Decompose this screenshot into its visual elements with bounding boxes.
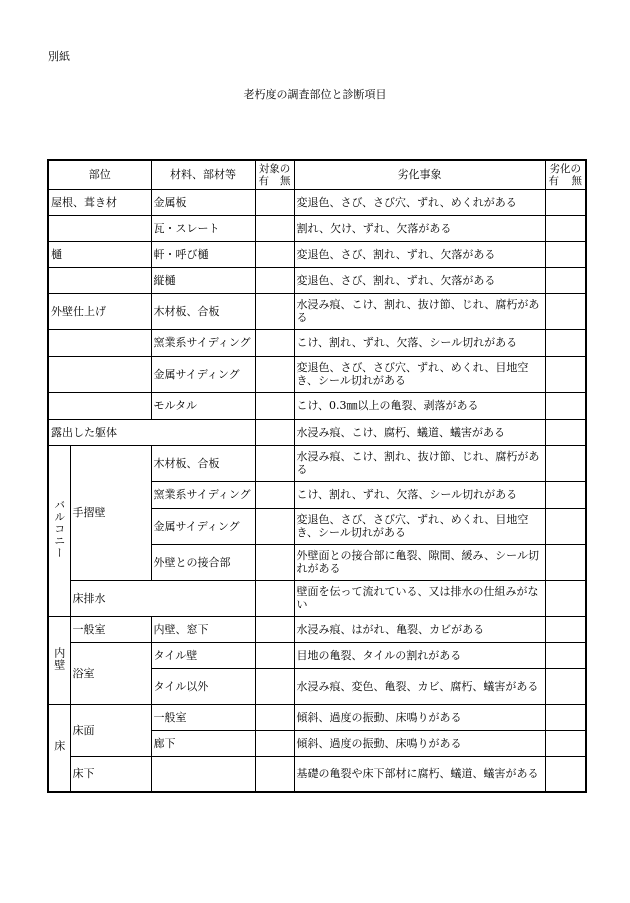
target-checkbox[interactable] [255, 356, 294, 392]
header-part: 部位 [48, 160, 151, 189]
header-target-no: 無 [280, 174, 291, 187]
part-empty [48, 356, 151, 392]
table-row [48, 215, 586, 241]
material-cell: 金属サイディング [151, 508, 255, 544]
part-empty [48, 392, 151, 419]
subpart-floor-surface: 床面 [70, 704, 151, 756]
material-cell: 廊下 [151, 730, 255, 756]
deterioration-cell: 変退色、さび、割れ、ずれ、欠落がある [294, 267, 545, 293]
degrade-checkbox[interactable] [545, 668, 586, 704]
material-cell: 金属板 [151, 189, 255, 215]
header-degrade [545, 160, 586, 189]
degrade-checkbox[interactable] [545, 580, 586, 616]
header-deterioration: 劣化事象 [294, 160, 545, 189]
deterioration-cell: こけ、割れ、ずれ、欠落、シール切れがある [294, 329, 545, 356]
header-target-yes: 有 [258, 174, 269, 187]
degrade-checkbox[interactable] [545, 445, 586, 481]
target-checkbox[interactable] [255, 616, 294, 642]
deterioration-cell: 水浸み痕、こけ、割れ、抜け節、じれ、腐朽がある [294, 293, 545, 329]
material-cell: 縦樋 [151, 267, 255, 293]
deterioration-cell: 変退色、さび、さび穴、ずれ、めくれ、目地空き、シール切れがある [294, 356, 545, 392]
part-gutter: 樋 [48, 241, 151, 267]
target-checkbox[interactable] [255, 445, 294, 481]
subpart-general-room: 一般室 [70, 616, 151, 642]
part-empty [48, 329, 151, 356]
part-empty [48, 215, 151, 241]
material-cell: タイル壁 [151, 642, 255, 668]
table-row [48, 445, 586, 481]
target-checkbox[interactable] [255, 215, 294, 241]
table-row [48, 356, 586, 392]
degrade-checkbox[interactable] [545, 241, 586, 267]
part-empty [48, 267, 151, 293]
target-checkbox[interactable] [255, 241, 294, 267]
survey-table [47, 159, 587, 793]
material-cell: タイル以外 [151, 668, 255, 704]
target-checkbox[interactable] [255, 189, 294, 215]
deterioration-cell: 基礎の亀裂や床下部材に腐朽、蟻道、蟻害がある [294, 756, 545, 792]
table-row [48, 241, 586, 267]
target-checkbox[interactable] [255, 730, 294, 756]
material-cell: 外壁との接合部 [151, 544, 255, 580]
header-material: 材料、部材等 [151, 160, 255, 189]
table-row [48, 756, 586, 792]
target-checkbox[interactable] [255, 392, 294, 419]
subpart-underfloor: 床下 [70, 756, 151, 792]
table-row [48, 704, 586, 730]
target-checkbox[interactable] [255, 419, 294, 445]
deterioration-cell: 水浸み痕、変色、亀裂、カビ、腐朽、蟻害がある [294, 668, 545, 704]
deterioration-cell: こけ、0.3㎜以上の亀裂、剥落がある [294, 392, 545, 419]
deterioration-cell: 傾斜、過度の振動、床鳴りがある [294, 730, 545, 756]
degrade-checkbox[interactable] [545, 392, 586, 419]
material-cell: モルタル [151, 392, 255, 419]
page-title: 老朽度の調査部位と診断項目 [243, 88, 387, 101]
part-interior [48, 616, 70, 704]
degrade-checkbox[interactable] [545, 756, 586, 792]
material-cell: 窯業系サイディング [151, 481, 255, 508]
subpart-bathroom: 浴室 [70, 642, 151, 704]
deterioration-cell: 変退色、さび、さび穴、ずれ、めくれ、目地空き、シール切れがある [294, 508, 545, 544]
table-row [48, 419, 586, 445]
header-target [255, 160, 294, 189]
target-checkbox[interactable] [255, 756, 294, 792]
deterioration-cell: こけ、割れ、ずれ、欠落、シール切れがある [294, 481, 545, 508]
part-roof: 屋根、葺き材 [48, 189, 151, 215]
table-row [48, 189, 586, 215]
deterioration-cell: 傾斜、過度の振動、床鳴りがある [294, 704, 545, 730]
material-cell: 木材板、合板 [151, 445, 255, 481]
degrade-checkbox[interactable] [545, 481, 586, 508]
interior-label: 内壁 [52, 646, 66, 671]
degrade-checkbox[interactable] [545, 215, 586, 241]
material-cell: 瓦・スレート [151, 215, 255, 241]
subpart-drain: 床排水 [70, 580, 255, 616]
target-checkbox[interactable] [255, 329, 294, 356]
degrade-checkbox[interactable] [545, 267, 586, 293]
header-target-line1: 対象の [258, 162, 291, 175]
degrade-checkbox[interactable] [545, 642, 586, 668]
table-row [48, 392, 586, 419]
table-row [48, 293, 586, 329]
material-cell: 木材板、合板 [151, 293, 255, 329]
header-degrade-no: 無 [571, 174, 582, 187]
floor-label: 床 [52, 740, 66, 753]
table-row [48, 616, 586, 642]
table-row [48, 580, 586, 616]
target-checkbox[interactable] [255, 267, 294, 293]
target-checkbox[interactable] [255, 544, 294, 580]
deterioration-cell: 変退色、さび、さび穴、ずれ、めくれがある [294, 189, 545, 215]
header-degrade-yes: 有 [548, 174, 559, 187]
table-row [48, 267, 586, 293]
degrade-checkbox[interactable] [545, 419, 586, 445]
degrade-checkbox[interactable] [545, 189, 586, 215]
table-row [48, 329, 586, 356]
degrade-checkbox[interactable] [545, 329, 586, 356]
deterioration-cell: 目地の亀裂、タイルの割れがある [294, 642, 545, 668]
degrade-checkbox[interactable] [545, 508, 586, 544]
degrade-checkbox[interactable] [545, 616, 586, 642]
part-floor [48, 704, 70, 792]
subpart-handrail: 手摺壁 [70, 445, 151, 580]
target-checkbox[interactable] [255, 508, 294, 544]
deterioration-cell: 水浸み痕、こけ、割れ、抜け節、じれ、腐朽がある [294, 445, 545, 481]
material-cell [151, 756, 255, 792]
material-cell: 金属サイディング [151, 356, 255, 392]
material-cell: 一般室 [151, 704, 255, 730]
degrade-checkbox[interactable] [545, 544, 586, 580]
deterioration-cell: 外壁面との接合部に亀裂、隙間、緩み、シール切れがある [294, 544, 545, 580]
target-checkbox[interactable] [255, 580, 294, 616]
target-checkbox[interactable] [255, 293, 294, 329]
balcony-label: バルコニー [52, 499, 66, 559]
target-checkbox[interactable] [255, 481, 294, 508]
table-header-row [48, 160, 586, 189]
deterioration-cell: 割れ、欠け、ずれ、欠落がある [294, 215, 545, 241]
table-row [48, 642, 586, 668]
target-checkbox[interactable] [255, 704, 294, 730]
deterioration-cell: 水浸み痕、はがれ、亀裂、カビがある [294, 616, 545, 642]
deterioration-cell: 水浸み痕、こけ、腐朽、蟻道、蟻害がある [294, 419, 545, 445]
deterioration-cell: 壁面を伝って流れている、又は排水の仕組みがない [294, 580, 545, 616]
part-exterior: 外壁仕上げ [48, 293, 151, 329]
header-degrade-line1: 劣化の [549, 162, 581, 175]
material-cell: 軒・呼び樋 [151, 241, 255, 267]
degrade-checkbox[interactable] [545, 704, 586, 730]
annex-label: 別紙 [48, 50, 70, 63]
degrade-checkbox[interactable] [545, 293, 586, 329]
target-checkbox[interactable] [255, 642, 294, 668]
material-cell: 内壁、窓下 [151, 616, 255, 642]
degrade-checkbox[interactable] [545, 356, 586, 392]
deterioration-cell: 変退色、さび、割れ、ずれ、欠落がある [294, 241, 545, 267]
part-balcony [48, 445, 70, 616]
degrade-checkbox[interactable] [545, 730, 586, 756]
material-cell: 窯業系サイディング [151, 329, 255, 356]
target-checkbox[interactable] [255, 668, 294, 704]
part-exposed: 露出した躯体 [48, 419, 255, 445]
